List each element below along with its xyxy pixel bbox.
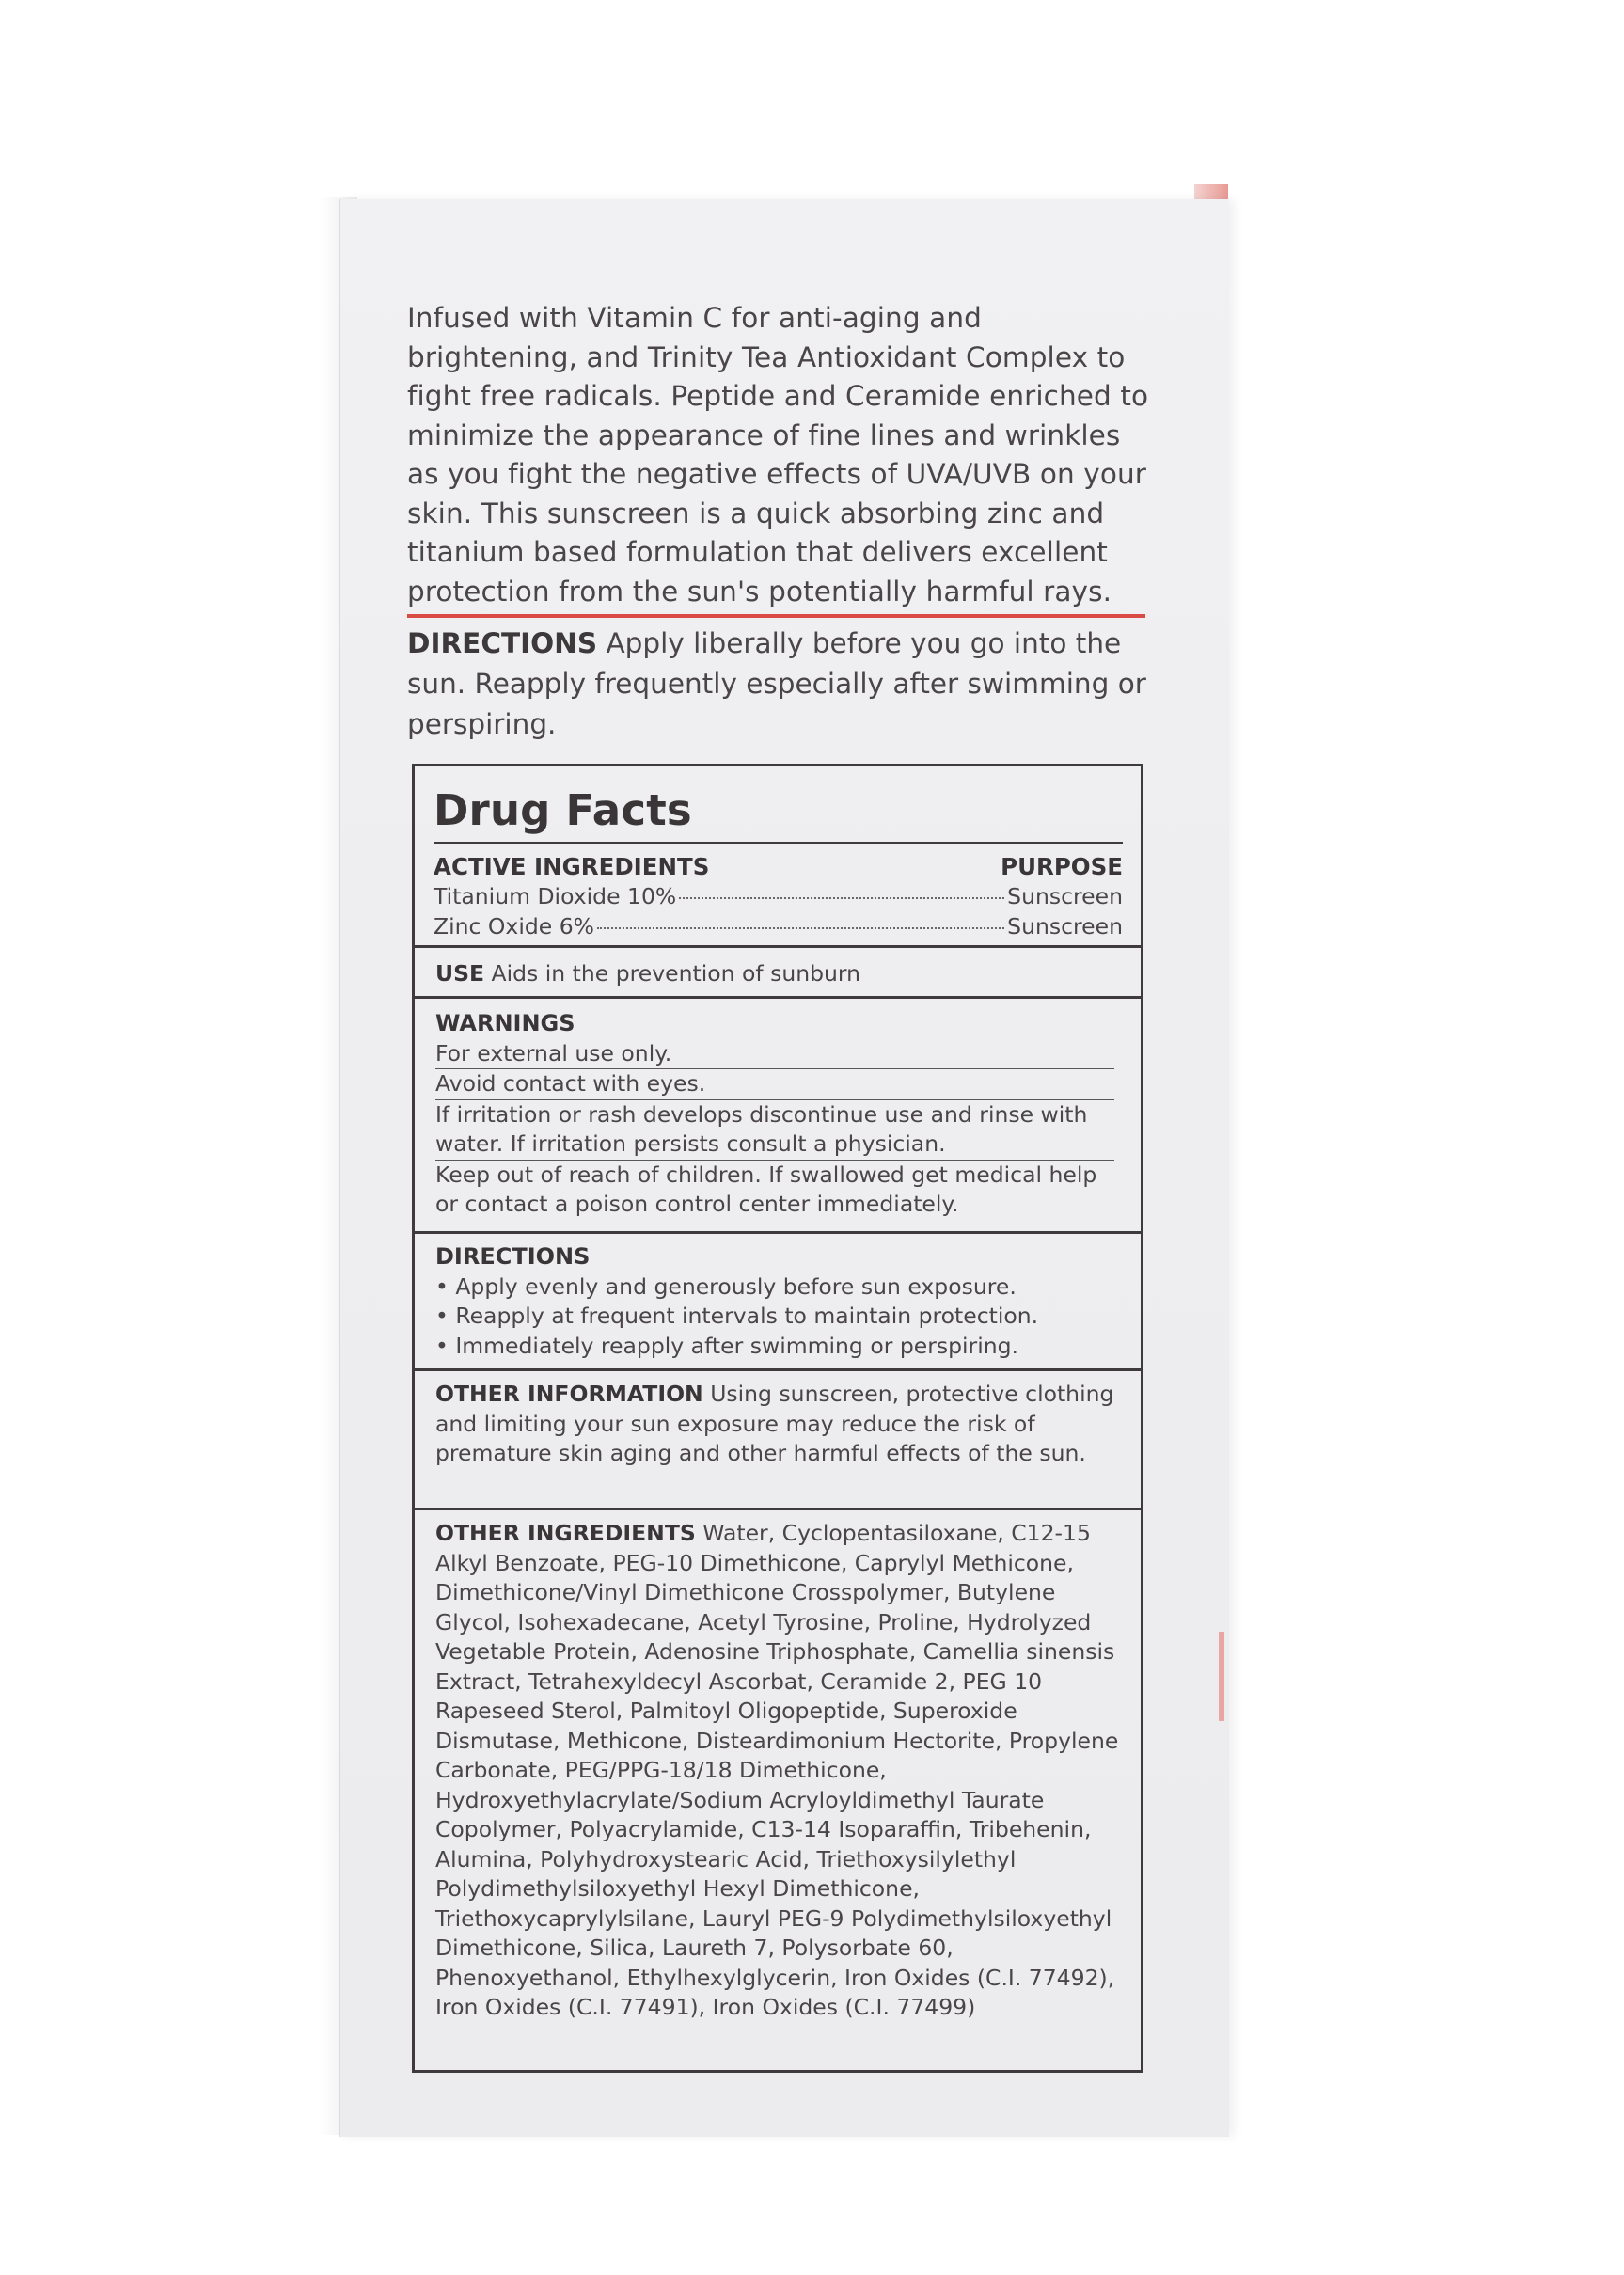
warnings-section [435,1009,1131,1220]
active-ingredient-row [434,883,1123,909]
warnings-heading: WARNINGS [435,1010,575,1036]
active-ingredient-purpose: Sunscreen [1007,913,1123,940]
active-ingredient-row [434,913,1123,940]
other-ingredients-lead: OTHER INGREDIENTS [435,1520,696,1546]
other-ingredients-section [435,1519,1131,2023]
dot-leader [679,897,1004,899]
active-ingredient-name: Zinc Oxide 6% [434,913,594,940]
use-section [435,959,1131,989]
title-rule [434,842,1123,844]
use-text: Aids in the prevention of sunburn [484,960,861,987]
directions-summary-lead: DIRECTIONS [407,627,598,659]
purpose-heading: PURPOSE [1001,853,1123,880]
section-rule [415,996,1141,999]
direction-bullet: • Reapply at frequent intervals to maintain protection. [435,1303,1039,1329]
active-ingredients-header [434,853,1123,880]
red-divider [407,614,1145,618]
warning-line: Keep out of reach of children. If swallowed get medical help or contact a poison control center immediately. [435,1161,1097,1217]
active-ingredients-heading: ACTIVE INGREDIENTS [434,853,710,880]
section-rule [415,1368,1141,1371]
direction-bullet: • Immediately reapply after swimming or perspiring. [435,1332,1019,1359]
drug-facts-panel [412,764,1143,2073]
drug-facts-title: Drug Facts [434,785,692,835]
section-rule [415,945,1141,948]
other-ingredients-text: Water, Cyclopentasiloxane, C12-15 Alkyl Benzoate, PEG-10 Dimethicone, Caprylyl Methicone, Dimethicone/Vinyl Dimethicone Crosspolymer, Butylene Glycol, Isohexadecane, Acetyl Tyrosine, Proline, Hydrolyzed Vegetable Protein, Adenosine Triphosphate, Camellia sinensis Extract, Tetrahexyldecyl Ascorbat, Ceramide 2, PEG 10 Rapeseed Sterol, Palmitoyl Oligopeptide, Superoxide Dismutase, Methicone, Disteardimonium Hectorite, Propylene Carbonate, PEG/PPG-18/18 Dimethicone, Hydroxyethylacrylate/Sodium Acryloyldimethyl Taurate Copolymer, Polyacrylamide, C13-14 Isoparaffin, Tribehenin, Alumina, Polyhydroxystearic Acid, Triethoxysilylethyl Polydimethylsiloxyethyl Hexyl Dimethicone, Triethoxycaprylylsilane, Lauryl PEG-9 Polydimethylsiloxyethyl Dimethicone, Silica, Laureth 7, Polysorbate 60, Phenoxyethanol, Ethylhexylglycerin, Iron Oxides (C.I. 77492), Iron Oxides (C.I. 77491), Iron Oxides (C.I. 77499) [435,1520,1119,2020]
box-red-edge-side [1219,1632,1224,1721]
warning-line: If irritation or rash develops discontinue use and rinse with water. If irritation persists consult a physician. [435,1100,1114,1161]
dot-leader [597,927,1004,929]
use-lead: USE [435,960,485,987]
active-ingredient-purpose: Sunscreen [1007,883,1123,909]
directions-section [435,1242,1131,1361]
other-information-lead: OTHER INFORMATION [435,1381,703,1407]
direction-bullet: • Apply evenly and generously before sun exposure. [435,1272,1017,1300]
other-information-text: Using sunscreen, protective clothing and limiting your sun exposure may reduce the risk of premature skin aging and other harmful effects of the sun. [435,1381,1114,1466]
directions-summary [407,624,1159,745]
section-rule [415,1508,1141,1510]
section-rule [415,1231,1141,1234]
other-information-section [435,1380,1131,1469]
active-ingredient-name: Titanium Dioxide 10% [434,883,677,909]
warning-line: For external use only. [435,1039,1114,1070]
directions-heading: DIRECTIONS [435,1243,591,1270]
warning-line: Avoid contact with eyes. [435,1069,1114,1100]
directions-summary-text: Apply liberally before you go into the sun. Reapply frequently especially after swimming or perspiring. [407,627,1146,740]
intro-paragraph: Infused with Vitamin C for anti-aging and brightening, and Trinity Tea Antioxidant Complex to fight free radicals. Peptide and Ceramide enriched to minimize the appearance of fine lines and wrinkles as you fight the negative effects of UVA/UVB on your skin. This sunscreen is a quick absorbing zinc and titanium based formulation that delivers excellent protection from the sun's potentially harmful rays. [407,302,1149,608]
